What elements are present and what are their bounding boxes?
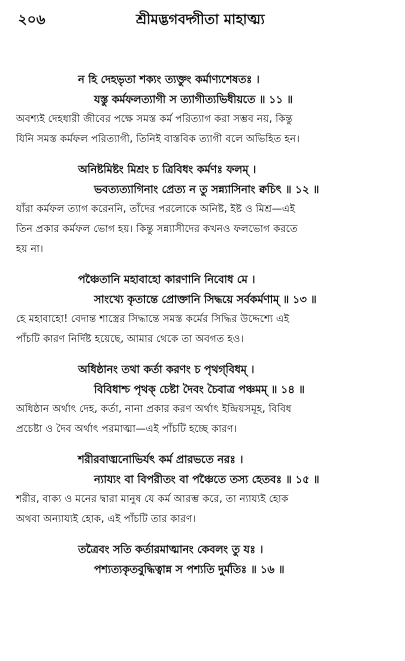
translation-line: প্রচেষ্টা ও দৈব অর্থাৎ পরমাত্মা—এই পাঁচটি হচ্ছে কারণ। (16, 424, 237, 435)
translation-line: অথবা অন্যায্যই হোক, এই পাঁচটি তার কারণ। (16, 514, 196, 525)
verse-line: ভবত্যত্যাগিনাং প্রেত্য ন তু সন্ন্যাসিনাং ক্বচিৎ ॥ ১২ ॥ (94, 183, 320, 196)
verse-line: অধিষ্ঠানং তথা কর্তা করণং চ পৃথগ্‌বিধম্ । (78, 363, 255, 376)
verse-translation (16, 310, 390, 350)
page-number: ২০৬ (18, 12, 46, 28)
verse-14 (16, 360, 390, 440)
translation-line: অবশ্যই দেহধারী জীবের পক্ষে সমস্ত কর্ম পরিত্যাগ করা সম্ভব নয়, কিন্তু (16, 114, 293, 125)
translation-line: যাঁরা কর্মফল ত্যাগ করেননি, তাঁদের পরলোকে অনিষ্ট, ইষ্ট ও মিশ্র—এই (16, 204, 296, 215)
verse-line: ন হি দেহভৃতা শক্যং ত্যক্তুং কর্মাণ্যশেষতঃ । (78, 73, 260, 86)
translation-line: হে মহাবাহো! বেদান্ত শাস্ত্রের সিদ্ধান্তে সমস্ত কর্মের সিদ্ধির উদ্দেশ্যে এই (16, 314, 290, 325)
verse-translation (16, 110, 390, 150)
verse-line: পঞ্চৈতানি মহাবাহো কারণানি নিবোধ মে । (78, 273, 256, 286)
page-header (18, 8, 388, 30)
verse-line: বিবিধাশ্চ পৃথক্ চেষ্টা দৈবং চৈবাত্র পঞ্চমম্ ॥ ১৪ ॥ (94, 383, 305, 396)
verse-line: যস্তু কর্মফলত্যাগী স ত্যাগীত্যভিধীয়তে ॥ ১১ ॥ (94, 93, 293, 106)
verse-16 (16, 540, 390, 580)
translation-line: তিন প্রকার কর্মফল ভোগ হয়। কিন্তু সন্ন্যাসীদের কখনও ফলভোগ করতে (16, 224, 298, 235)
verse-translation (16, 200, 390, 260)
verse-translation (16, 490, 390, 530)
running-title: শ্রীমদ্ভগবদ্গীতা মাহাত্ম্য (136, 12, 265, 28)
translation-line: শরীর, বাক্য ও মনের দ্বারা মানুষ যে কর্ম আরম্ভ করে, তা ন্যায্যই হোক (16, 494, 289, 505)
verse-13 (16, 270, 390, 350)
verse-line: তত্রৈবং সতি কর্তারমাত্মানং কেবলং তু যঃ । (78, 543, 264, 556)
translation-line: অধিষ্ঠান অর্থাৎ দেহ, কর্তা, নানা প্রকার করণ অর্থাৎ ইন্দ্রিয়সমূহ, বিবিধ (16, 404, 292, 415)
translation-line: পাঁচটি কারণ নির্দিষ্ট হয়েছে, আমার থেকে তা অবগত হও। (16, 334, 244, 345)
translation-line: যিনি সমস্ত কর্মফল পরিত্যাগী, তিনিই বাস্তবিক ত্যাগী বলে অভিহিত হন। (16, 134, 300, 145)
verse-15 (16, 450, 390, 530)
verse-11 (16, 70, 390, 150)
verse-line: পশ্যত্যকৃতবুদ্ধিত্বান্ন স পশ্যতি দুর্মতিঃ ॥ ১৬ ॥ (94, 563, 285, 576)
translation-line: হয় না। (16, 244, 44, 255)
verse-line: অনিষ্টমিষ্টং মিশ্রং চ ত্রিবিধং কর্মণঃ ফলম্ । (78, 163, 256, 176)
verse-line: ন্যায্যং বা বিপরীতং বা পঞ্চৈতে তস্য হেতবঃ ॥ ১৫ ॥ (94, 473, 320, 486)
verse-line: শরীরবাঙ্মনোভির্যৎ কর্ম প্রারভতে নরঃ । (78, 453, 244, 466)
verse-translation (16, 400, 390, 440)
verse-list (16, 70, 390, 590)
verse-line: সাংখ্যে কৃতান্তে প্রোক্তানি সিদ্ধয়ে সর্বকর্মণাম্ ॥ ১৩ ॥ (94, 293, 317, 306)
verse-12 (16, 160, 390, 260)
